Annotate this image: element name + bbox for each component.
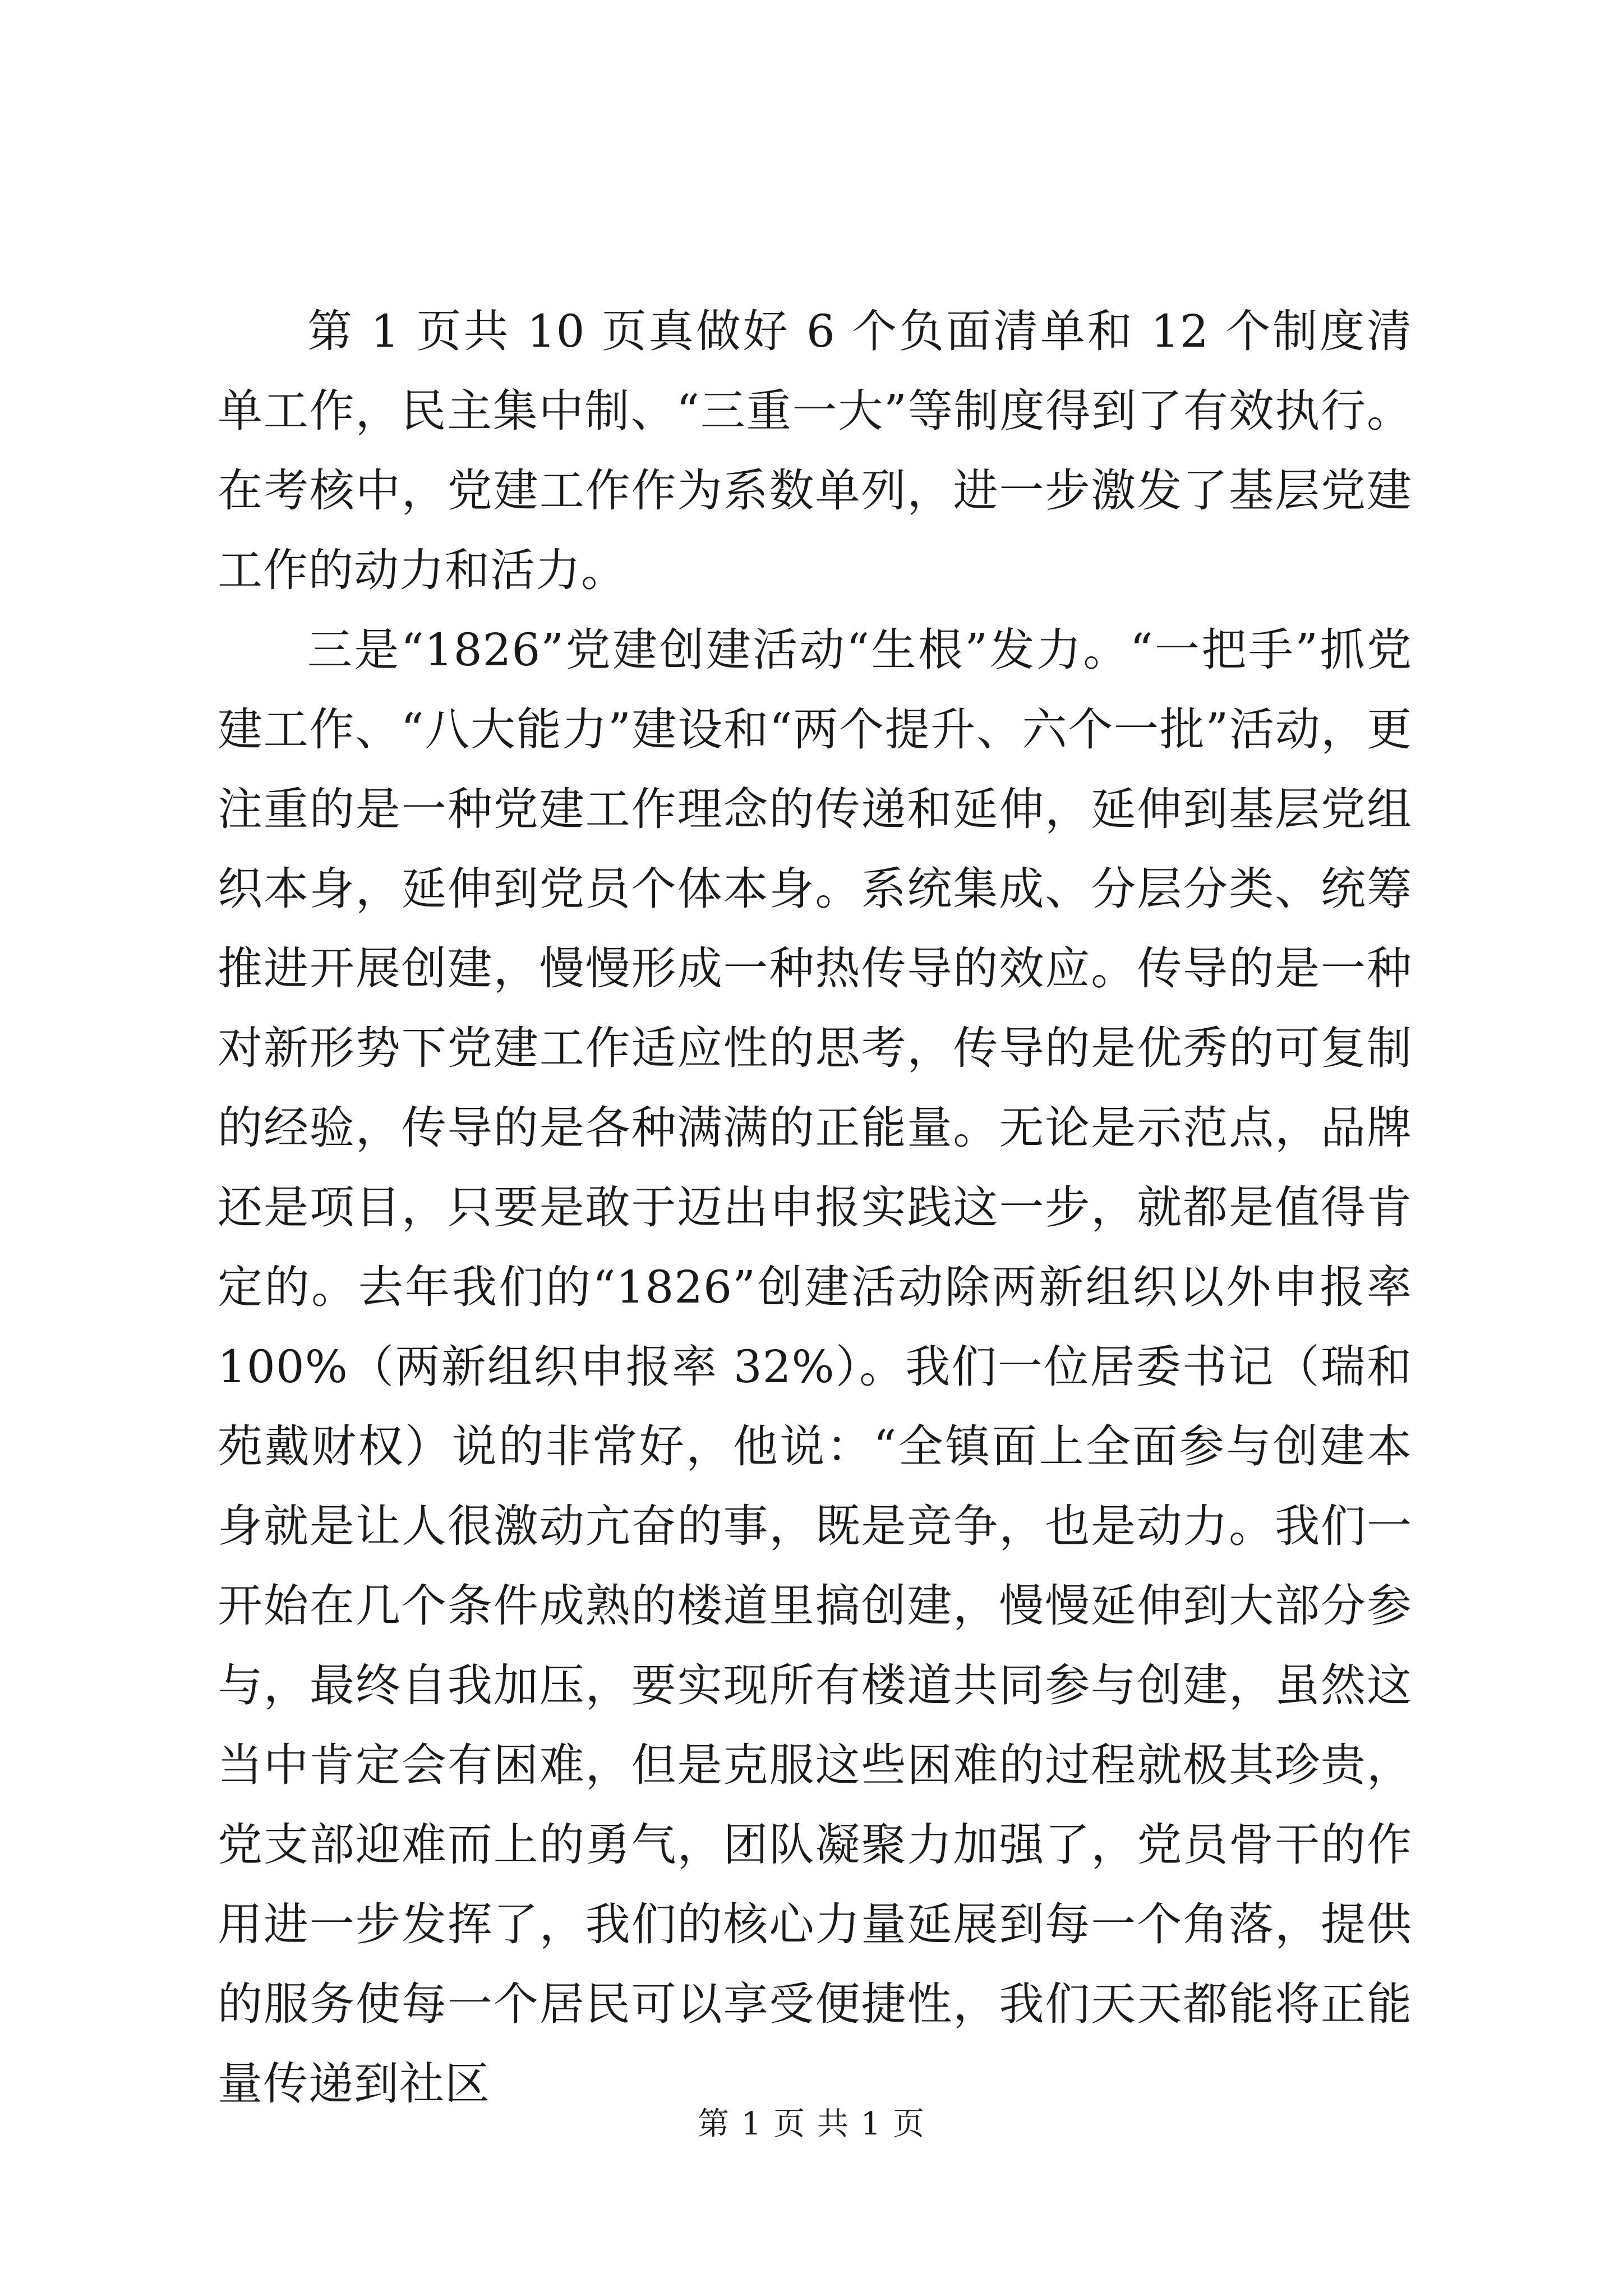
document-body [218, 292, 1412, 2124]
paragraph-2: 三是“1826”党建创建活动“生根”发力。“一把手”抓党建工作、“八大能力”建设和“两个提升、六个一批”活动，更注重的是一种党建工作理念的传递和延伸，延伸到基层党组织本身，延伸到党员个体本身。系统集成、分层分类、统筹推进开展创建，慢慢形成一种热传导的效应。传导的是一种对新形势下党建工作适应性的思考，传导的是优秀的可复制的经验，传导的是各种满满的正能量。无论是示范点，品牌还是项目，只要是敢于迈出申报实践这一步，就都是值得肯定的。去年我们的“1826”创建活动除两新组织以外申报率 100%（两新组织申报率 32%）。我们一位居委书记（瑞和苑戴财权）说的非常好，他说：“全镇面上全面参与创建本身就是让人很激动亢奋的事，既是竞争，也是动力。我们一开始在几个条件成熟的楼道里搞创建，慢慢延伸到大部分参与，最终自我加压，要实现所有楼道共同参与创建，虽然这当中肯定会有困难，但是克服这些困难的过程就极其珍贵，党支部迎难而上的勇气，团队凝聚力加强了，党员骨干的作用进一步发挥了，我们的核心力量延展到每一个角落，提供的服务使每一个居民可以享受便捷性，我们天天都能将正能量传递到社区 [218, 624, 1412, 2110]
page-footer: 第 1 页 共 1 页 [697, 2106, 926, 2142]
paragraph-1: 第 1 页共 10 页真做好 6 个负面清单和 12 个制度清单工作，民主集中制、“三重一大”等制度得到了有效执行。在考核中，党建工作作为系数单列，进一步激发了基层党建工作的动力和活力。 [218, 305, 1412, 596]
